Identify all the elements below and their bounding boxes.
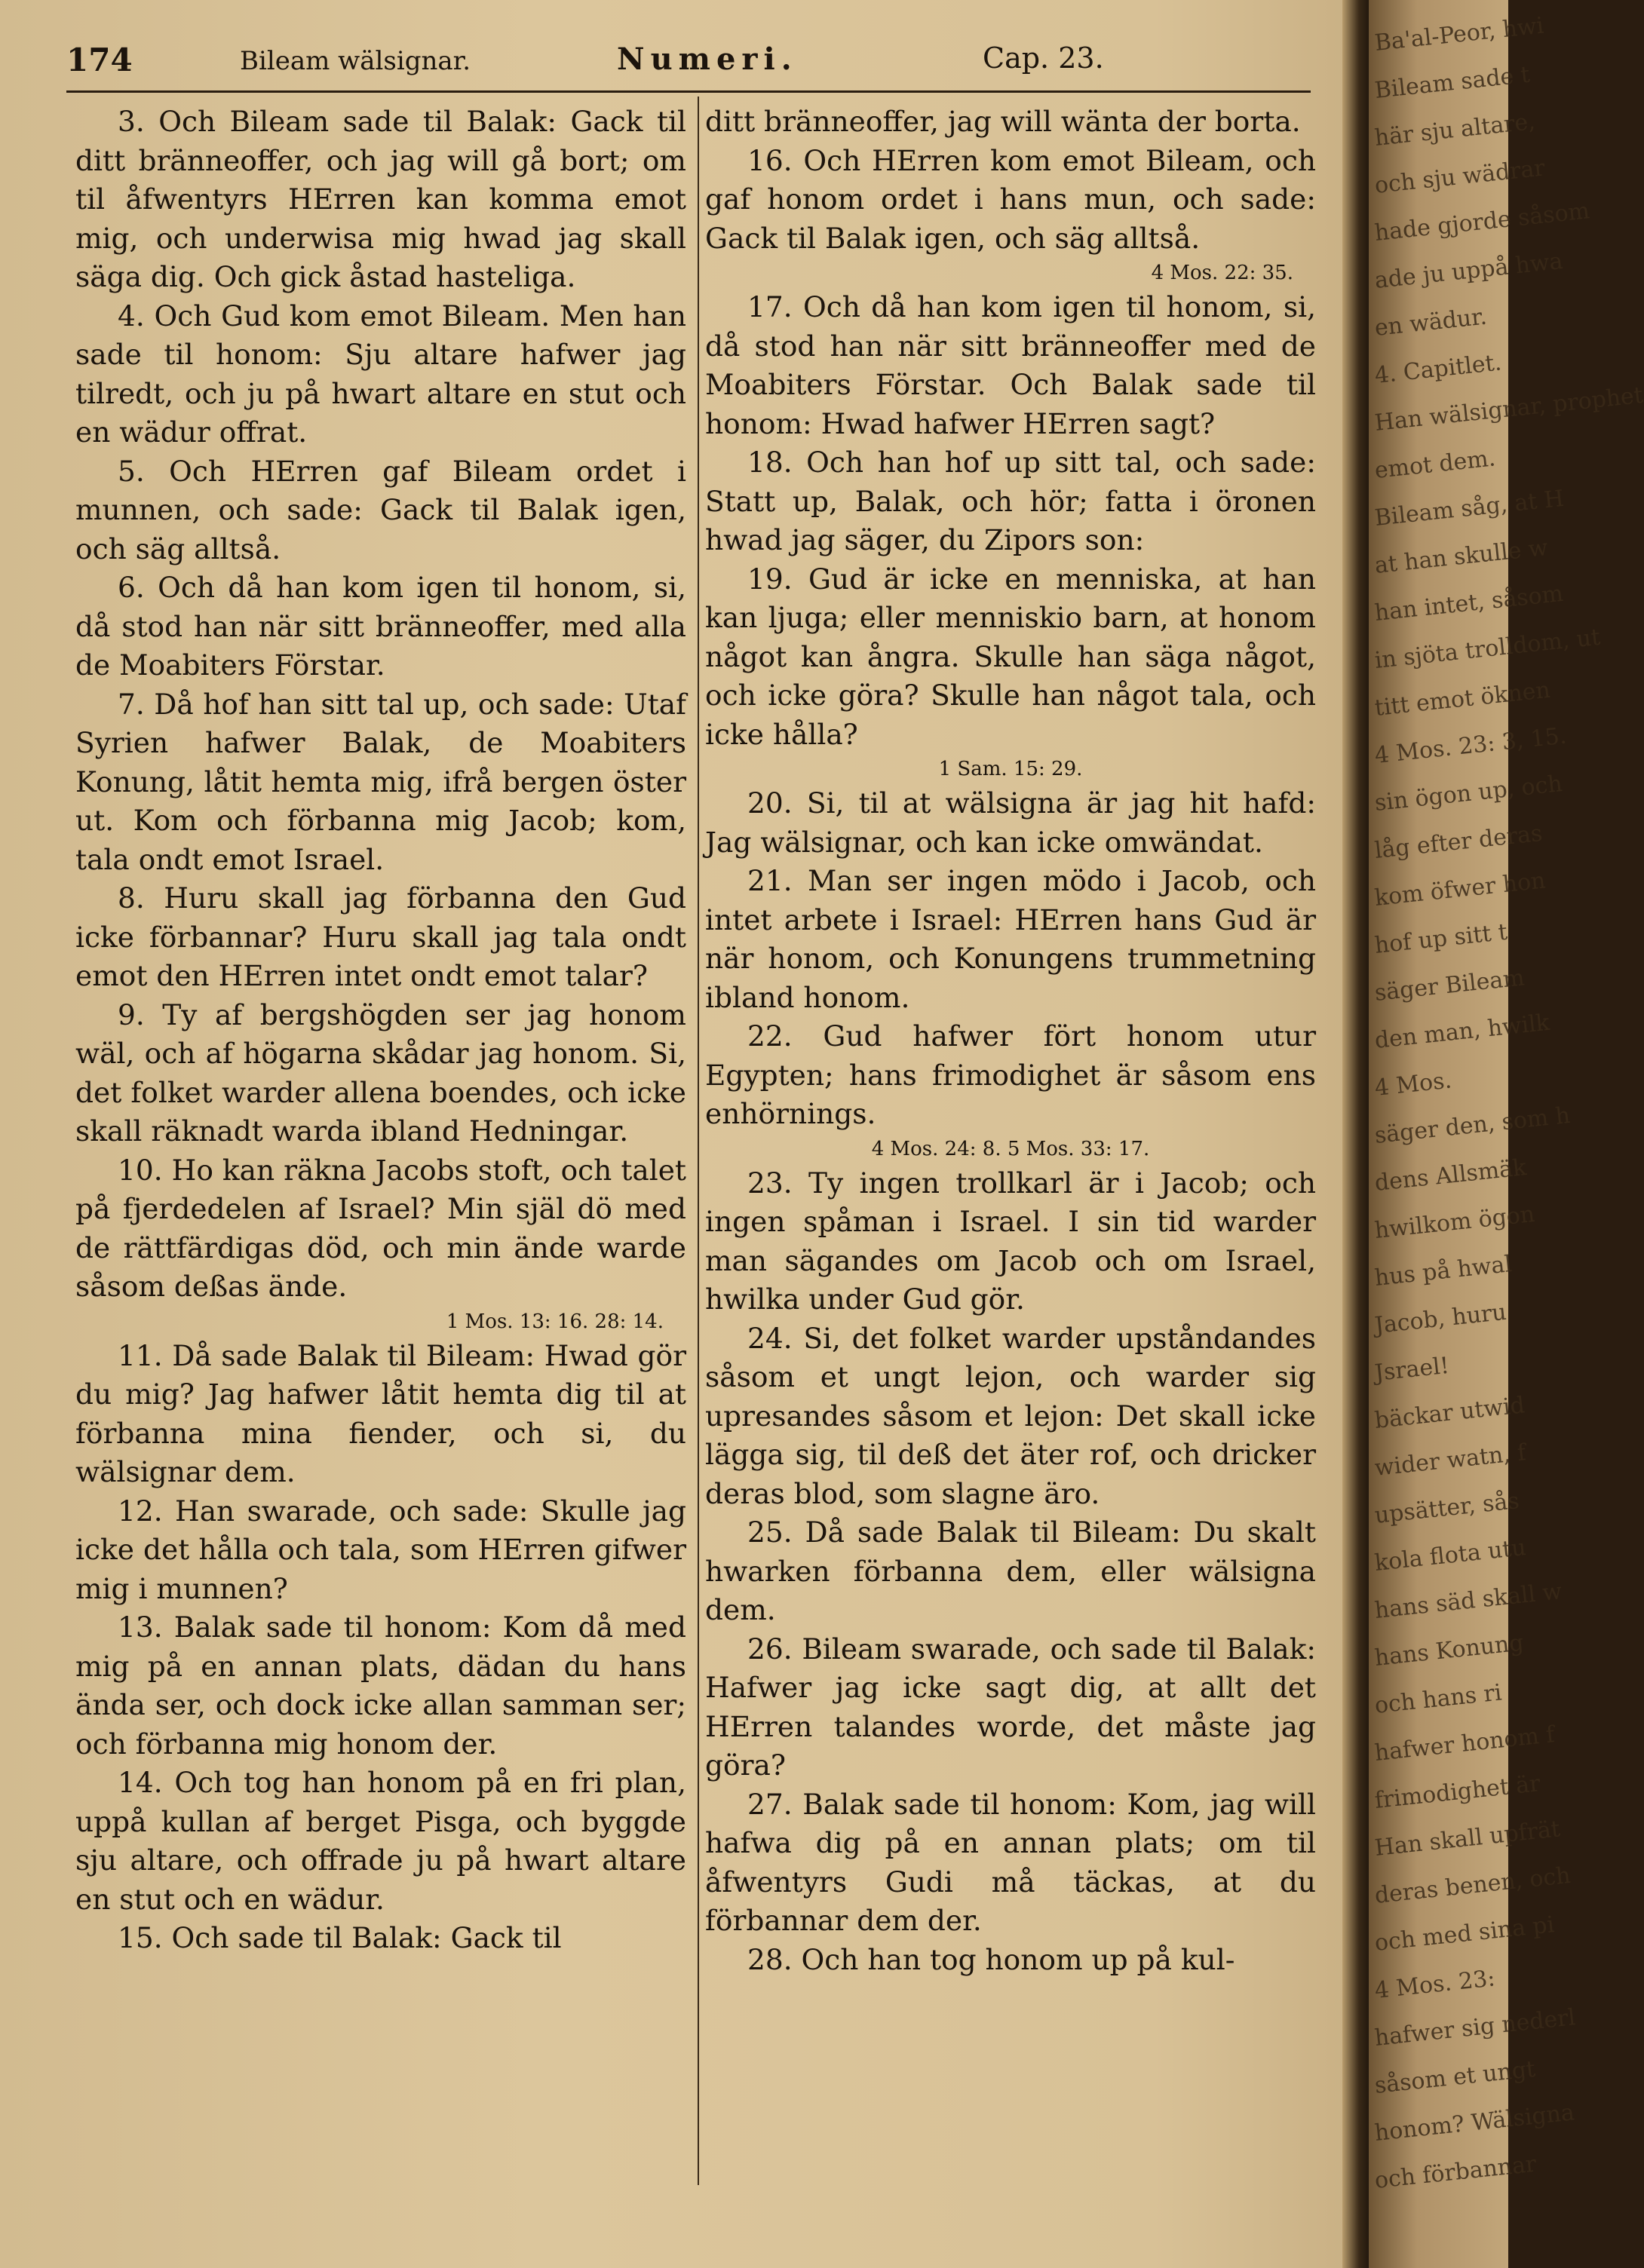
verse: 13. Balak sade til honom: Kom då med mig på en annan plats, dädan du hans ända ser, och dock icke allan samman ser; och förbanna mig honom der. bbox=[75, 1611, 686, 1761]
facing-page-text: frimodighet är bbox=[1373, 1770, 1542, 1814]
left-column bbox=[75, 103, 686, 1958]
facing-page-text: hade gjorde såsom bbox=[1373, 198, 1591, 247]
facing-page-text: 4 Mos. bbox=[1373, 1067, 1453, 1102]
facing-page-text: och hans ri bbox=[1373, 1679, 1504, 1719]
verse: 23. Ty ingen trollkarl är i Jacob; och ingen spåman i Israel. I sin tid warder man sägandes om Jacob och om Israel, hwilka under Gud gör. bbox=[705, 1166, 1316, 1316]
facing-page-text: sin ögon up, och bbox=[1373, 770, 1564, 817]
verse: 9. Ty af bergshögden ser jag honom wäl, och af högarna skådar jag honom. Si, det folket warder allena boendes, och icke skall räknadt warda ibland Hedningar. bbox=[75, 998, 686, 1148]
verse: 5. Och HErren gaf Bileam ordet i munnen, och sade: Gack til Balak igen, och säg alltså. bbox=[75, 454, 686, 565]
facing-page-text: kola flota utu bbox=[1373, 1534, 1528, 1577]
column-divider bbox=[698, 97, 699, 2185]
verse: 11. Då sade Balak til Bileam: Hwad gör du mig? Jag hafwer låtit hemta dig til at förbanna mina fiender, och si, du wälsignar dem. bbox=[75, 1338, 686, 1488]
facing-page-text: Bileam såg, at H bbox=[1373, 485, 1566, 532]
verse: 12. Han swarade, och sade: Skulle jag icke det hålla och tala, som HErren gifwer mig i munnen? bbox=[75, 1494, 686, 1605]
facing-page-text: dens Allsmäk bbox=[1373, 1154, 1528, 1197]
verse: 21. Man ser ingen mödo i Jacob, och intet arbete i Israel: HErren hans Gud är när honom, och Konungens trummetning ibland honom. bbox=[705, 864, 1316, 1014]
facing-page-text: bäckar utwid bbox=[1373, 1392, 1526, 1434]
verse: 8. Huru skall jag förbanna den Gud icke förbannar? Huru skall jag tala ondt emot den HErren intet ondt emot talar? bbox=[75, 881, 686, 992]
facing-page-text: Ba'al-Peor, hwi bbox=[1373, 12, 1545, 57]
verse: 6. Och då han kom igen til honom, si, då stod han när sitt bränneoffer, med alla de Moabiters Förstar. bbox=[75, 571, 686, 682]
facing-page-text: at han skulle w bbox=[1373, 534, 1550, 579]
facing-page-text: hwilkom ögon bbox=[1373, 1200, 1536, 1244]
page-number: 174 bbox=[66, 41, 133, 78]
verse: 19. Gud är icke en menniska, at han kan ljuga; eller menniskio barn, at honom något kan ångra. Skulle han säga något, och icke göra? Skulle han något tala, och icke hålla? bbox=[705, 562, 1316, 751]
facing-page-text: kom öfwer hon bbox=[1373, 867, 1547, 912]
facing-page-text: Jacob, huru bbox=[1373, 1298, 1508, 1339]
facing-page-text: deras benen, och bbox=[1373, 1862, 1572, 1909]
facing-page-text: och med sina pi bbox=[1373, 1911, 1556, 1957]
facing-page-text: titt emot öknen bbox=[1373, 676, 1552, 722]
verse: 20. Si, til at wälsigna är jag hit hafd: Jag wälsignar, och kan icke omwändat. bbox=[705, 786, 1316, 859]
verse: 18. Och han hof up sitt tal, och sade: Statt up, Balak, och hör; fatta i öronen hwad jag säger, du Zipors son: bbox=[705, 446, 1316, 556]
verse: 17. Och då han kom igen til honom, si, då stod han när sitt bränneoffer med de Moabiters Förstar. Och Balak sade til honom: Hwad hafwer HErren sagt? bbox=[705, 290, 1316, 440]
facing-page-text: hus på hwal bbox=[1373, 1250, 1514, 1292]
facing-page-text: honom? Wälsigna bbox=[1373, 2099, 1576, 2147]
verse-continuation: ditt bränneoffer, jag will wänta der borta. bbox=[705, 105, 1301, 138]
running-title: Bileam wälsignar. bbox=[240, 46, 471, 76]
cross-reference: 4 Mos. 24: 8. 5 Mos. 33: 17. bbox=[871, 1137, 1150, 1160]
verse: 28. Och han tog honom up på kul- bbox=[747, 1942, 1235, 1976]
facing-page-text: hans Konung bbox=[1373, 1629, 1526, 1672]
facing-page-text: wider watn, f bbox=[1373, 1439, 1527, 1482]
facing-page-edge bbox=[1369, 0, 1644, 2268]
verse: 10. Ho kan räkna Jacobs stoft, och talet på fjerdedelen af Israel? Min själ dö med de rättfärdigas död, och min ände warde såsom deßas ände. bbox=[75, 1153, 686, 1303]
facing-page-text: Han skall upfrät bbox=[1373, 1816, 1562, 1862]
facing-page-text: säger den, som h bbox=[1373, 1102, 1572, 1149]
facing-page-text: hans säd skall w bbox=[1373, 1578, 1563, 1624]
facing-page-text: den man, hwilk bbox=[1373, 1009, 1551, 1054]
right-column bbox=[705, 103, 1316, 1979]
verse: 25. Då sade Balak til Bileam: Du skalt hwarken förbanna dem, eller wälsigna dem. bbox=[705, 1516, 1316, 1626]
verse: 16. Och HErren kom emot Bileam, och gaf honom ordet i hans mun, och sade: Gack til Balak igen, och säg alltså. bbox=[705, 143, 1316, 255]
cross-reference: 4 Mos. 22: 35. bbox=[1151, 262, 1293, 284]
verse: 24. Si, det folket warder upståndandes såsom et ungt lejon, och warder sig upresandes såsom et lejon: Det skall icke lägga sig, til deß det äter rof, och dricker deras blod, som slagne äro. bbox=[705, 1321, 1316, 1510]
facing-page-text: hafwer honom f bbox=[1373, 1721, 1557, 1767]
page-header bbox=[66, 41, 1311, 87]
facing-page-text: 4. Capitlet. bbox=[1373, 349, 1503, 389]
facing-page-text: emot dem. bbox=[1373, 445, 1497, 484]
verse: 22. Gud hafwer fört honom utur Egypten; hans frimodighet är såsom ens enhörnings. bbox=[705, 1019, 1316, 1130]
facing-page-text: ade ju uppå hwa bbox=[1373, 247, 1565, 294]
facing-page-text: såsom et ungt bbox=[1373, 2055, 1537, 2099]
facing-page-text: han intet, såsom bbox=[1373, 580, 1565, 627]
verse: 7. Då hof han sitt tal up, och sade: Utaf Syrien hafwer Balak, de Moabiters Konung, låtit hemta mig, ifrå bergen öster ut. Kom och förbanna mig Jacob; kom, tala ondt emot Israel. bbox=[75, 687, 686, 876]
facing-page-text: en wädur. bbox=[1373, 303, 1489, 342]
facing-page-text: Jsrael! bbox=[1373, 1352, 1451, 1387]
verse: 14. Och tog han honom på en fri plan, uppå kullan af berget Pisga, och byggde sju altare, och offrade ju på hwart altare en stut och en wädur. bbox=[75, 1766, 686, 1916]
chapter-label: Cap. 23. bbox=[983, 41, 1104, 75]
verse: 3. Och Bileam sade til Balak: Gack til ditt bränneoffer, och jag will gå bort; om til åfwentyrs HErren kan komma emot mig, och underwisa mig hwad jag skall säga dig. Och gick åstad hasteliga. bbox=[75, 105, 686, 293]
cross-reference: 1 Sam. 15: 29. bbox=[938, 758, 1083, 780]
verse: 27. Balak sade til honom: Kom, jag will hafwa dig på en annan plats; om til åfwentyrs Gudi må täckas, at du förbannar dem der. bbox=[705, 1787, 1316, 1937]
facing-page-text: och förbannar bbox=[1373, 2150, 1538, 2194]
facing-page-text: 4 Mos. 23: bbox=[1373, 1965, 1497, 2004]
facing-page-text: låg efter deras bbox=[1373, 820, 1544, 864]
facing-page-text: upsätter, sås bbox=[1373, 1487, 1521, 1529]
verse: 26. Bileam swarade, och sade til Balak: Hafwer jag icke sagt dig, at allt det HErren talandes worde, det måste jag göra? bbox=[705, 1632, 1316, 1782]
facing-page-text: Bileam sade t bbox=[1373, 61, 1532, 104]
cross-reference: 1 Mos. 13: 16. 28: 14. bbox=[446, 1310, 664, 1333]
facing-page-text: Han wälsignar, prophet bbox=[1373, 382, 1644, 437]
book-title: Numeri. bbox=[617, 41, 798, 77]
facing-page-text: säger Bileam bbox=[1373, 964, 1526, 1007]
facing-page-text: här sju altare, bbox=[1373, 108, 1537, 152]
book-gutter bbox=[1342, 0, 1373, 2268]
facing-page-text: hafwer sig nederl bbox=[1373, 2004, 1577, 2052]
facing-page-text: 4 Mos. 23: 3, 15. bbox=[1373, 722, 1568, 769]
facing-page-text: hof up sitt t bbox=[1373, 918, 1509, 959]
facing-page-text: in sjöta trolldom, ut bbox=[1373, 624, 1602, 674]
facing-page-text: och sju wädrar bbox=[1373, 155, 1547, 199]
header-rule bbox=[66, 90, 1311, 93]
verse: 15. Och sade til Balak: Gack til bbox=[118, 1921, 562, 1954]
verse: 4. Och Gud kom emot Bileam. Men han sade til honom: Sju altare hafwer jag tilredt, och ju på hwart altare en stut och en wädur offrat. bbox=[75, 299, 686, 449]
